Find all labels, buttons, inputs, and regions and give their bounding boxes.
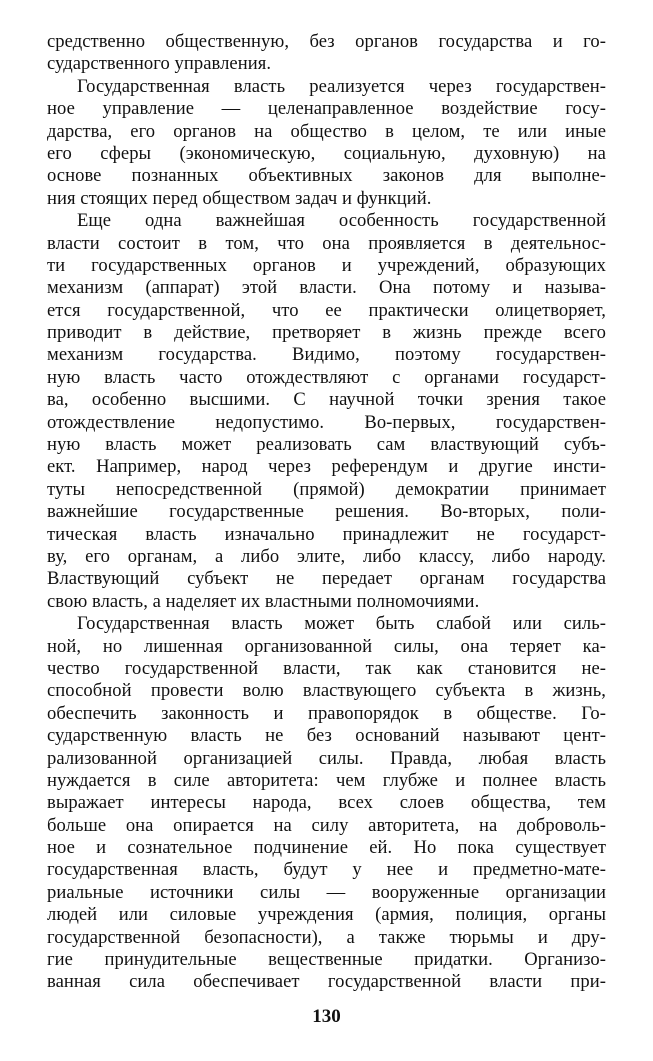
text-line: ную власть может реализовать сам властвующий субъ- bbox=[47, 434, 606, 456]
text-line: ект. Например, народ через референдум и другие инсти- bbox=[47, 456, 606, 478]
text-line: Еще одна важнейшая особенность государственной bbox=[77, 210, 606, 232]
text-line: ное и сознательное подчинение ей. Но пока существует bbox=[47, 837, 606, 859]
text-line: Государственная власть может быть слабой или силь- bbox=[77, 613, 606, 635]
text-line: ти государственных органов и учреждений, образующих bbox=[47, 254, 606, 276]
text-line: средственно общественную, без органов государства и го- bbox=[47, 31, 606, 52]
text-line: механизм государства. Видимо, поэтому государствен- bbox=[47, 344, 606, 366]
text-line: ния стоящих перед обществом задач и функций. bbox=[47, 187, 432, 209]
text-line: выражает интересы народа, всех слоев общества, тем bbox=[47, 792, 606, 814]
text-line: ванная сила обеспечивает государственной власти при- bbox=[47, 971, 606, 993]
text-line: тическая власть изначально принадлежит не государст- bbox=[47, 523, 606, 545]
text-line: ется государственной, что ее практически олицетворяет, bbox=[47, 299, 606, 321]
text-line: чество государственной власти, так как становится не- bbox=[47, 657, 606, 679]
text-line: дарства, его органов на общество в целом, те или иные bbox=[47, 120, 606, 142]
text-line: гие принудительные вещественные придатки. Организо- bbox=[47, 949, 606, 971]
text-line: основе познанных объективных законов для выполне- bbox=[47, 165, 606, 187]
text-line: ной, но лишенная организованной силы, она теряет ка- bbox=[47, 635, 606, 657]
text-line: способной провести волю властвующего субъекта в жизнь, bbox=[47, 680, 606, 702]
text-line: важнейшие государственные решения. Во-вторых, поли- bbox=[47, 501, 606, 523]
text-line: механизм (аппарат) этой власти. Она потому и называ- bbox=[47, 277, 606, 299]
text-line: ную власть часто отождествляют с органами государст- bbox=[47, 366, 606, 388]
text-line: Властвующий субъект не передает органам государства bbox=[47, 568, 606, 590]
text-line: его сферы (экономическую, социальную, духовную) на bbox=[47, 142, 606, 164]
page-number: 130 bbox=[312, 1006, 341, 1027]
text-line: государственная власть, будут у нее и предметно-мате- bbox=[47, 859, 606, 881]
text-line: сударственную власть не без оснований называют цент- bbox=[47, 725, 606, 747]
text-line: государственной безопасности), а также тюрьмы и дру- bbox=[47, 926, 606, 948]
text-line: туты непосредственной (прямой) демократии принимает bbox=[47, 478, 606, 500]
text-line: риальные источники силы — вооруженные организации bbox=[47, 881, 606, 903]
text-line: ва, особенно высшими. С научной точки зрения такое bbox=[47, 389, 606, 411]
text-line: сударственного управления. bbox=[47, 53, 272, 75]
text-line: свою власть, а наделяет их властными полномочиями. bbox=[47, 590, 480, 612]
text-line: рализованной организацией силы. Правда, любая власть bbox=[47, 747, 606, 769]
text-line: нуждается в силе авторитета: чем глубже и полнее власть bbox=[47, 769, 606, 791]
text-line: больше она опирается на силу авторитета, на доброволь- bbox=[47, 814, 606, 836]
text-line: приводит в действие, претворяет в жизнь прежде всего bbox=[47, 322, 606, 344]
text-line: обеспечить законность и правопорядок в обществе. Го- bbox=[47, 702, 606, 724]
text-line: ву, его органам, а либо элите, либо классу, либо народу. bbox=[47, 545, 606, 567]
text-line: отождествление недопустимо. Во-первых, государствен- bbox=[47, 411, 606, 433]
text-line: Государственная власть реализуется через государствен- bbox=[77, 75, 606, 97]
text-line: ное управление — целенаправленное воздействие госу- bbox=[47, 98, 606, 120]
page-body bbox=[47, 31, 606, 994]
text-line: людей или силовые учреждения (армия, полиция, органы bbox=[47, 904, 606, 926]
text-line: власти состоит в том, что она проявляется в деятельнос- bbox=[47, 232, 606, 254]
